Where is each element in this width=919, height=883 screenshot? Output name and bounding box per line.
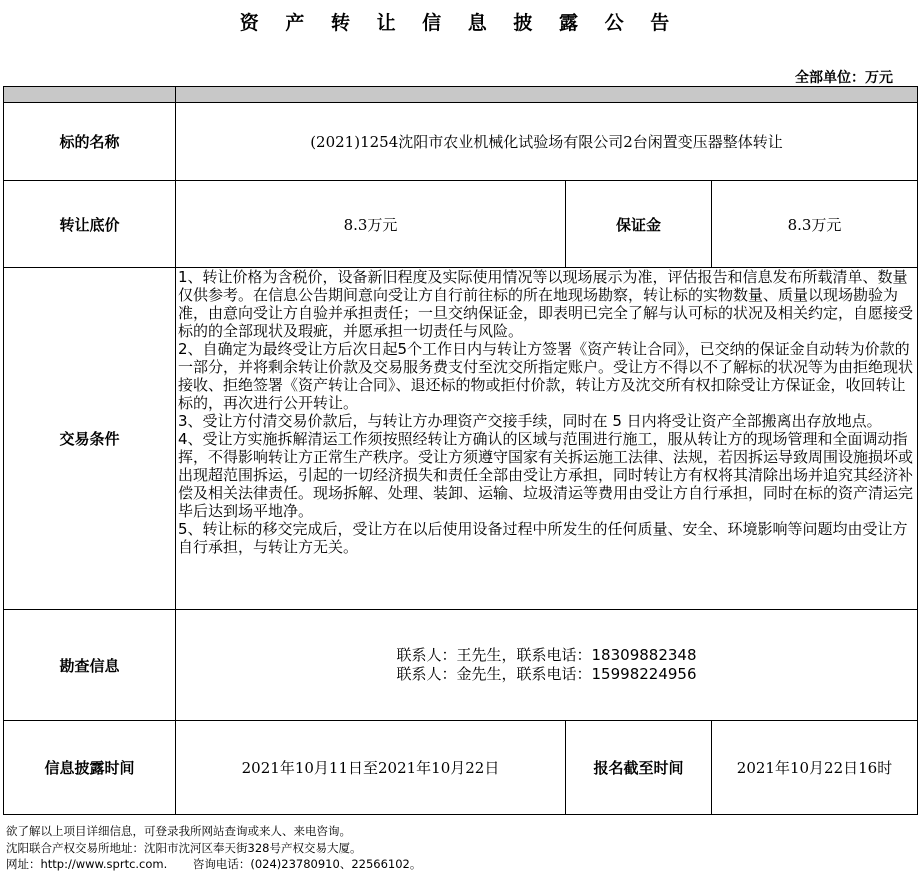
footer-notes <box>6 823 421 873</box>
row-price <box>4 181 918 268</box>
deposit-label: 保证金 <box>566 181 712 268</box>
reserve-price-value: 8.3万元 <box>176 181 566 268</box>
row-inspection <box>4 610 918 721</box>
row-conditions <box>4 268 918 610</box>
inspection-contacts <box>176 610 918 721</box>
unit-note: 全部单位：万元 <box>795 70 893 86</box>
condition-paragraph: 4、受让方实施拆解清运工作须按照经转让方确认的区域与范围进行施工，服从转让方的现场管理和全面调动指挥，不得影响转让方正常生产秩序。受让方须遵守国家有关拆运施工法律、法规，若因拆运导致周围设施损坏或出现超范围拆运，引起的一切经济损失和责任全部由受让方承担，同时转让方有权将其清除出场并追究其经济补偿及相关法律责任。现场拆解、处理、装卸、运输、垃圾清运等费用由受让方自行承担，同时在标的资产清运完毕后达到场平地净。 <box>178 430 914 520</box>
contact-line: 联系人：金先生，联系电话：15998224956 <box>396 665 697 683</box>
condition-paragraph: 2、自确定为最终受让方后次日起5个工作日内与转让方签署《资产转让合同》，已交纳的保证金自动转为价款的一部分，并将剩余转让价款及交易服务费支付至沈交所指定账户。受让方不得以不了解标的状况等为由拒绝现状接收、拒绝签署《资产转让合同》、退还标的物或拒付价款，转让方及沈交所有权扣除受让方保证金，收回转让标的，再次进行公开转让。 <box>178 340 914 412</box>
contact-line: 联系人：王先生，联系电话：18309882348 <box>396 646 697 664</box>
footer-address: 沈阳联合产权交易所地址：沈阳市沈河区奉天街328号产权交易大厦。 <box>6 840 362 855</box>
deposit-value: 8.3万元 <box>712 181 918 268</box>
disclosure-table <box>3 86 918 815</box>
row-disclosure <box>4 721 918 815</box>
condition-paragraph: 1、转让价格为含税价，设备新旧程度及实际使用情况等以现场展示为准，评估报告和信息发布所载清单、数量仅供参考。在信息公告期间意向受让方自行前往标的所在地现场勘察，转让标的实物数量、质量以现场勘验为准，由意向受让方自验并承担责任；一旦交纳保证金，即表明已完全了解与认可标的状况及相关约定，自愿接受标的的全部现状及瑕疵，并愿承担一切责任与风险。 <box>178 268 914 340</box>
registration-deadline-value: 2021年10月22日16时 <box>712 721 918 815</box>
inspection-label: 勘查信息 <box>4 610 176 721</box>
header-cell <box>176 87 918 103</box>
page-title: 资 产 转 让 信 息 披 露 公 告 <box>239 12 680 34</box>
row-asset-name <box>4 103 918 181</box>
asset-name-value: (2021)1254沈阳市农业机械化试验场有限公司2台闲置变压器整体转让 <box>176 103 918 181</box>
reserve-price-label: 转让底价 <box>4 181 176 268</box>
condition-paragraph: 3、受让方付清交易价款后，与转让方办理资产交接手续，同时在 5 日内将受让资产全部搬离出存放地点。 <box>178 412 882 430</box>
table-header-row <box>4 87 918 103</box>
footer-website: 网址：http://www.sprtc.com. 咨询电话：(024)23780910、22566102。 <box>6 857 422 871</box>
footer-line: 欲了解以上项目详细信息，可登录我所网站查询或来人、来电咨询。 <box>6 824 351 838</box>
conditions-text <box>176 268 918 610</box>
header-cell <box>4 87 176 103</box>
registration-deadline-label: 报名截至时间 <box>566 721 712 815</box>
condition-paragraph: 5、转让标的移交完成后，受让方在以后使用设备过程中所发生的任何质量、安全、环境影响等问题均由受让方自行承担，与转让方无关。 <box>178 520 908 556</box>
disclosure-time-value: 2021年10月11日至2021年10月22日 <box>176 721 566 815</box>
asset-name-label: 标的名称 <box>4 103 176 181</box>
disclosure-time-label: 信息披露时间 <box>4 721 176 815</box>
conditions-label: 交易条件 <box>4 268 176 610</box>
